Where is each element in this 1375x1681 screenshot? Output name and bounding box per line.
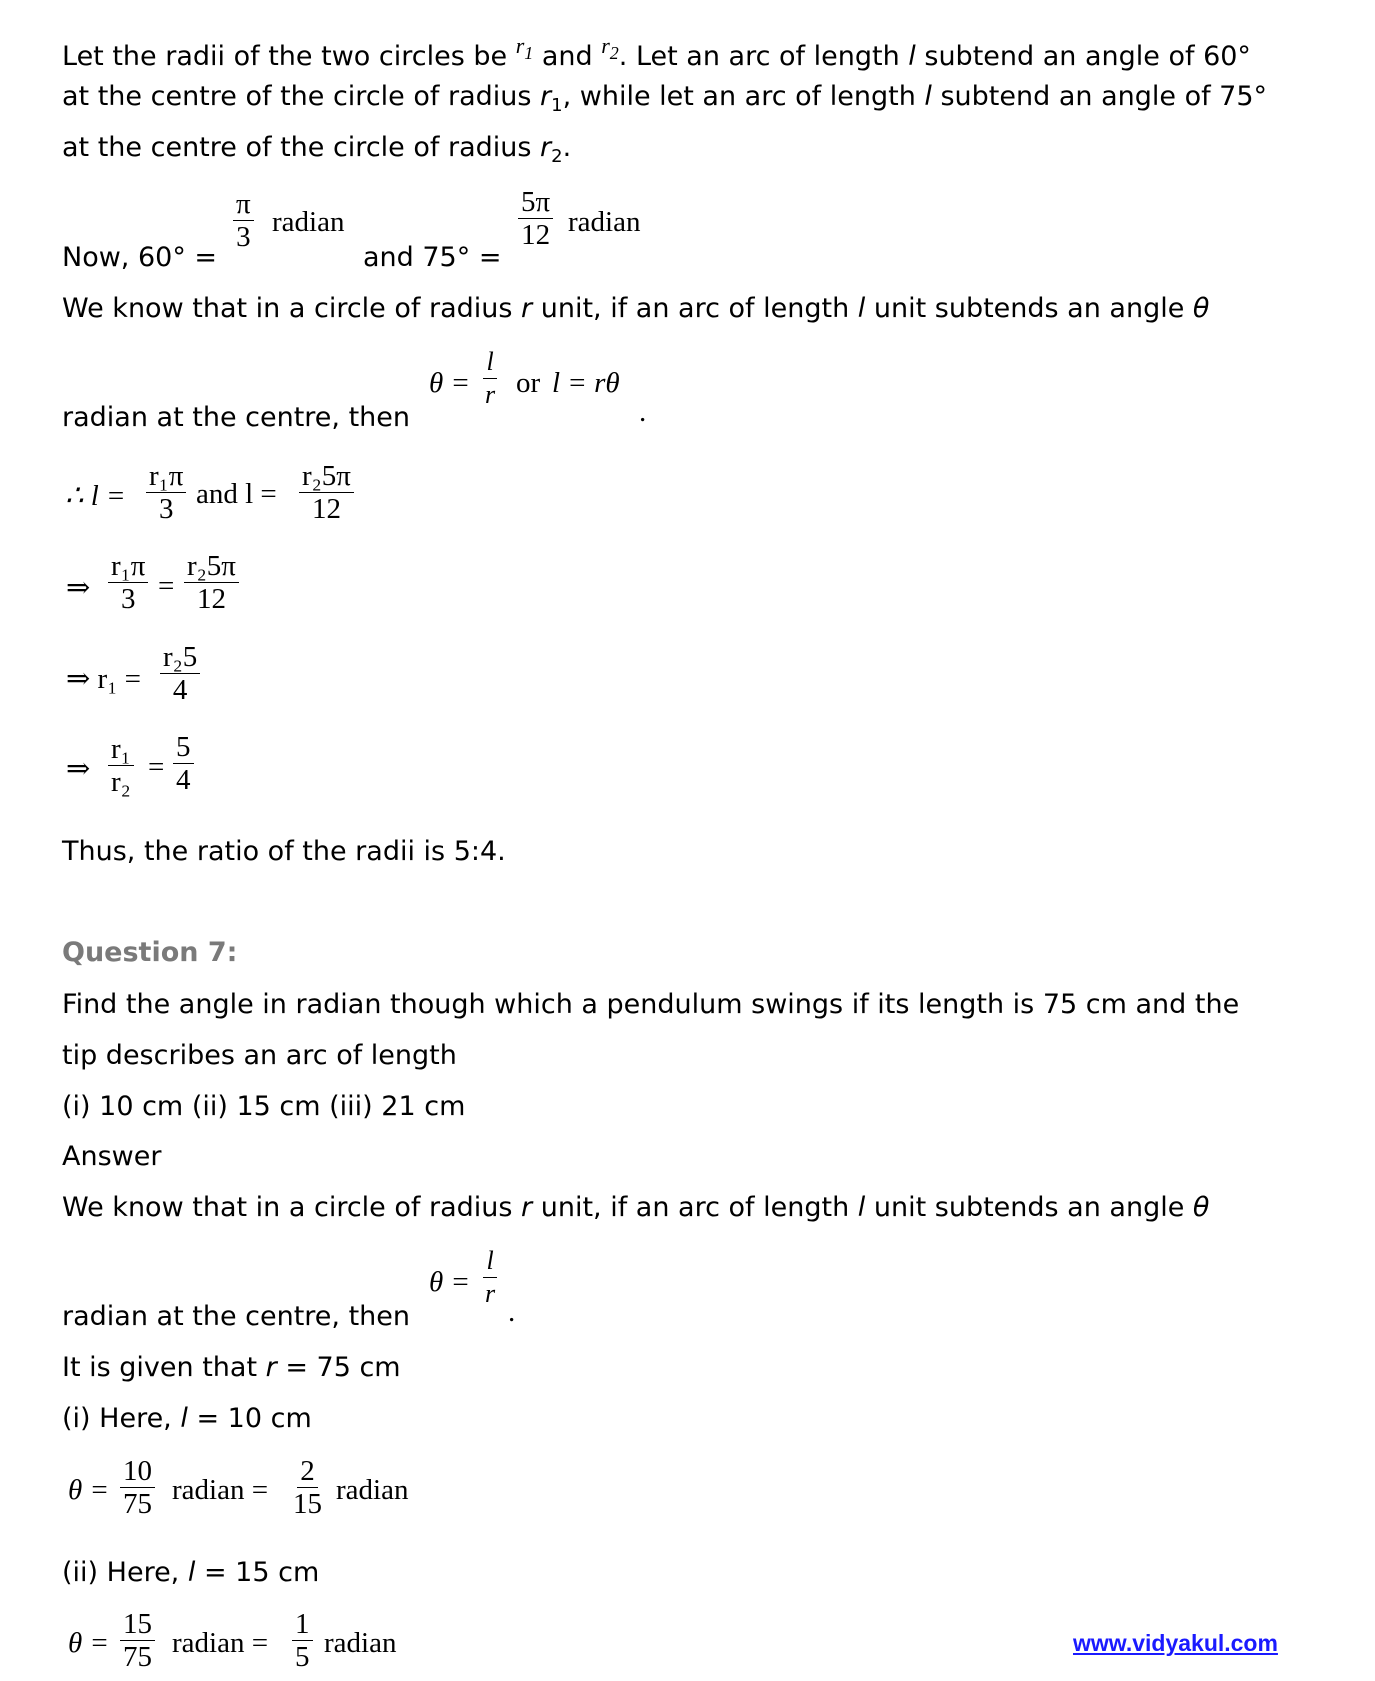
know-line xyxy=(62,291,1209,327)
equals: = xyxy=(148,751,165,783)
text: and xyxy=(533,41,602,72)
footer-website-link[interactable]: www.vidyakul.com xyxy=(1073,1630,1278,1656)
numerator: r₁π xyxy=(108,550,148,583)
r-symbol: r xyxy=(265,1352,277,1383)
sub: 2 xyxy=(609,43,619,63)
denominator: 12 xyxy=(196,583,226,615)
radian-label: radian xyxy=(568,206,641,238)
radian-equals: radian = xyxy=(172,1474,269,1506)
pi-over-3-fraction xyxy=(233,188,254,253)
know-line xyxy=(62,1190,1209,1226)
r: r xyxy=(601,33,610,58)
1-over-5-fraction xyxy=(292,1608,313,1673)
numerator: 10 xyxy=(120,1455,155,1488)
question-line-3: (i) 10 cm (ii) 15 cm (iii) 21 cm xyxy=(62,1091,466,1122)
text: = 10 cm xyxy=(187,1403,312,1434)
l-over-r-fraction xyxy=(482,346,498,411)
numerator: 5 xyxy=(173,731,194,764)
15-over-75-fraction xyxy=(120,1608,155,1673)
numerator: 15 xyxy=(120,1608,155,1641)
therefore-l-equals: ∴ l = xyxy=(65,480,126,512)
numerator: 2 xyxy=(297,1455,318,1488)
denominator: 3 xyxy=(120,583,136,615)
part-i-line xyxy=(62,1401,312,1437)
numerator: l xyxy=(483,1245,496,1278)
denominator: 3 xyxy=(236,221,251,253)
text: It is given that xyxy=(62,1352,266,1383)
l-equals-r-theta: l = rθ xyxy=(552,367,620,399)
answer-label: Answer xyxy=(62,1141,162,1172)
r-symbol: r xyxy=(540,132,552,163)
implies-r1-equals: ⇒ r₁ = xyxy=(66,663,141,695)
numerator: r₁π xyxy=(146,460,186,493)
theta-equals: θ = xyxy=(68,1474,110,1506)
l-symbol: l xyxy=(187,1557,196,1588)
r1pi-over-3-fraction xyxy=(108,550,148,615)
radian-equals: radian = xyxy=(172,1627,269,1659)
l-symbol: l xyxy=(857,293,866,324)
and-l-equals: and l = xyxy=(196,478,277,510)
radian-label: radian xyxy=(272,206,345,238)
numerator: l xyxy=(483,346,496,379)
theta-symbol: θ xyxy=(1192,1192,1210,1223)
sub: 1 xyxy=(524,43,534,63)
text: We know that in a circle of radius xyxy=(62,293,522,324)
numerator: π xyxy=(233,188,254,221)
sub: 1 xyxy=(551,95,563,116)
denominator: 75 xyxy=(123,1641,152,1673)
l-symbol: l xyxy=(857,1192,866,1223)
text: , while let an arc of length xyxy=(562,81,925,112)
text: at the centre of the circle of radius xyxy=(62,81,541,112)
denominator: 5 xyxy=(295,1641,310,1673)
denominator: 4 xyxy=(176,764,191,796)
now-60-label: Now, 60° = xyxy=(62,242,218,273)
text: = 75 cm xyxy=(276,1352,401,1383)
r1-symbol xyxy=(515,33,534,63)
text: We know that in a circle of radius xyxy=(62,1192,522,1223)
text: . Let an arc of length xyxy=(618,41,909,72)
l-over-r-fraction xyxy=(482,1245,498,1310)
radian-label: radian xyxy=(336,1474,409,1506)
numerator: 1 xyxy=(292,1608,313,1641)
theta-symbol: θ xyxy=(1192,293,1210,324)
question-title: Question 7: xyxy=(62,937,238,968)
sub: 2 xyxy=(551,146,563,167)
numerator: r₂5π xyxy=(299,460,354,493)
r2-symbol xyxy=(601,33,619,63)
part-ii-line xyxy=(62,1555,319,1591)
l-symbol: l xyxy=(908,41,916,72)
2-over-15-fraction xyxy=(290,1455,325,1520)
intro-line-3 xyxy=(62,130,571,175)
text: . xyxy=(562,132,572,163)
numerator: r₂5π xyxy=(184,550,239,583)
denominator: 4 xyxy=(172,674,188,706)
denominator: 12 xyxy=(311,493,341,525)
numerator: r₁ xyxy=(108,733,134,766)
denominator: 15 xyxy=(293,1488,322,1520)
radian-centre-line: radian at the centre, then xyxy=(62,1301,410,1332)
r-symbol: r xyxy=(540,81,552,112)
l-symbol: l xyxy=(180,1403,188,1434)
conclusion: Thus, the ratio of the radii is 5:4. xyxy=(62,836,506,867)
denominator: 12 xyxy=(521,219,551,251)
text: unit subtends an angle xyxy=(865,293,1193,324)
denominator: 75 xyxy=(123,1488,152,1520)
l-symbol: l xyxy=(924,81,932,112)
radian-label: radian xyxy=(324,1627,397,1659)
r-symbol: r xyxy=(521,1192,533,1223)
text: (ii) Here, xyxy=(62,1557,188,1588)
text: unit, if an arc of length xyxy=(532,293,858,324)
text: subtend an angle of 75° xyxy=(931,81,1268,112)
or-label: or xyxy=(516,367,541,399)
denominator: r₂ xyxy=(111,766,131,798)
given-line xyxy=(62,1350,401,1386)
period: . xyxy=(508,1296,516,1328)
numerator: 5π xyxy=(518,186,553,219)
implies-symbol: ⇒ xyxy=(66,572,91,604)
text: (i) Here, xyxy=(62,1403,181,1434)
text: unit subtends an angle xyxy=(865,1192,1193,1223)
denominator: r xyxy=(485,1279,496,1308)
radian-centre-line: radian at the centre, then xyxy=(62,402,410,433)
5-over-4-fraction xyxy=(173,731,194,796)
implies-symbol: ⇒ xyxy=(66,753,91,785)
r2-5-over-4-fraction xyxy=(160,641,200,706)
equals: = xyxy=(158,570,175,602)
r: r xyxy=(515,33,525,58)
intro-line-2 xyxy=(62,79,1267,124)
text: = 15 cm xyxy=(195,1557,320,1588)
text: subtend an angle of 60° xyxy=(915,41,1251,72)
theta-equals: θ = xyxy=(429,1266,471,1298)
r2-5pi-over-12-fraction xyxy=(184,550,239,615)
r1-over-r2-fraction xyxy=(108,733,134,798)
question-line-1: Find the angle in radian though which a pendulum swings if its length is 75 cm and the xyxy=(62,989,1240,1020)
text: Let the radii of the two circles be xyxy=(62,41,516,72)
intro-line-1 xyxy=(62,28,1251,75)
r1pi-over-3-fraction xyxy=(146,460,186,525)
r-symbol: r xyxy=(521,293,533,324)
text: unit, if an arc of length xyxy=(532,1192,858,1223)
10-over-75-fraction xyxy=(120,1455,155,1520)
r2-5pi-over-12-fraction xyxy=(299,460,354,525)
numerator: r₂5 xyxy=(160,641,200,674)
period: . xyxy=(639,396,647,428)
and-75-label: and 75° = xyxy=(363,242,502,273)
denominator: r xyxy=(485,380,496,409)
text: at the centre of the circle of radius xyxy=(62,132,541,163)
theta-equals: θ = xyxy=(68,1627,110,1659)
theta-equals: θ = xyxy=(429,367,471,399)
5pi-over-12-fraction xyxy=(518,186,553,251)
question-line-2: tip describes an arc of length xyxy=(62,1040,457,1071)
denominator: 3 xyxy=(158,493,174,525)
